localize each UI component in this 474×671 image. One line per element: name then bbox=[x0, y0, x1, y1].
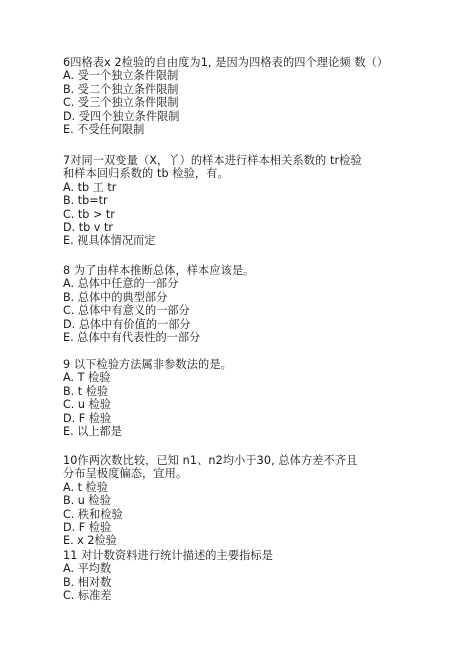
question-11-option-a: A. 平均数 bbox=[63, 562, 112, 576]
question-7-option-e: E. 视具体情况而定 bbox=[63, 234, 156, 248]
question-9-option-a: A. T 检验 bbox=[63, 371, 111, 385]
question-10-option-e: E. x 2检验 bbox=[63, 534, 117, 548]
question-8-option-c: C. 总体中有意义的一部分 bbox=[63, 304, 190, 318]
question-8-option-d: D. 总体中有价值的一部分 bbox=[63, 317, 191, 331]
question-11-stem: 11 对计数资料进行统计描述的主要指标是 bbox=[63, 549, 273, 562]
question-9-option-c: C. u 检验 bbox=[63, 398, 111, 412]
question-10 bbox=[63, 454, 423, 548]
question-11-option-c: C. 标准差 bbox=[63, 589, 112, 603]
question-7-option-c: C. tb > tr bbox=[63, 207, 115, 221]
question-6-stem: 6四格表x 2检验的自由度为1, 是因为四格表的四个理论频 数（） bbox=[63, 56, 389, 69]
question-6-option-a: A. 受一个独立条件限制 bbox=[63, 69, 179, 83]
question-11 bbox=[63, 549, 423, 603]
question-8-option-e: E. 总体中有代表性的一部分 bbox=[63, 330, 201, 344]
question-8-stem: 8 为了由样本推断总体，样本应该是。 bbox=[63, 264, 255, 277]
question-10-stem-line-1: 10作两次数比较，已知 n1、n2均小于30, 总体方差不齐且 bbox=[63, 454, 358, 467]
question-10-option-c: C. 秩和检验 bbox=[63, 507, 123, 521]
question-9-option-e: E. 以上都是 bbox=[63, 424, 122, 438]
question-7 bbox=[63, 154, 423, 248]
question-10-option-a: A. t 检验 bbox=[63, 480, 108, 494]
question-6-option-e: E. 不受任何限制 bbox=[63, 122, 145, 136]
question-7-option-b: B. tb=tr bbox=[63, 194, 108, 208]
question-6-option-d: D. 受四个独立条件限制 bbox=[63, 109, 180, 123]
question-9-stem: 9 以下检验方法属非参数法的是。 bbox=[63, 358, 232, 371]
question-6 bbox=[63, 56, 423, 136]
question-10-option-b: B. u 检验 bbox=[63, 494, 111, 508]
question-8-option-b: B. 总体中的典型部分 bbox=[63, 290, 168, 304]
question-11-option-b: B. 相对数 bbox=[63, 575, 112, 589]
question-7-stem-line-2: 和样本回归系数的 tb 检验，有。 bbox=[63, 167, 229, 181]
question-7-option-a: A. tb 工 tr bbox=[63, 180, 117, 194]
question-10-option-d: D. F 检验 bbox=[63, 520, 112, 534]
question-6-option-c: C. 受三个独立条件限制 bbox=[63, 96, 179, 110]
question-7-stem-line-1: 7对同一双变量（X，丫）的样本进行样本相关系数的 tr检验 bbox=[63, 154, 362, 167]
question-9-option-d: D. F 检验 bbox=[63, 411, 112, 425]
question-6-option-b: B. 受二个独立条件限制 bbox=[63, 82, 179, 96]
question-8 bbox=[63, 264, 423, 344]
question-7-option-d: D. tb v tr bbox=[63, 220, 113, 234]
question-9 bbox=[63, 358, 423, 438]
question-8-option-a: A. 总体中任意的一部分 bbox=[63, 277, 179, 291]
question-9-option-b: B. t 检验 bbox=[63, 384, 109, 398]
question-10-stem-line-2: 分布呈极度偏态，宜用。 bbox=[63, 467, 188, 481]
